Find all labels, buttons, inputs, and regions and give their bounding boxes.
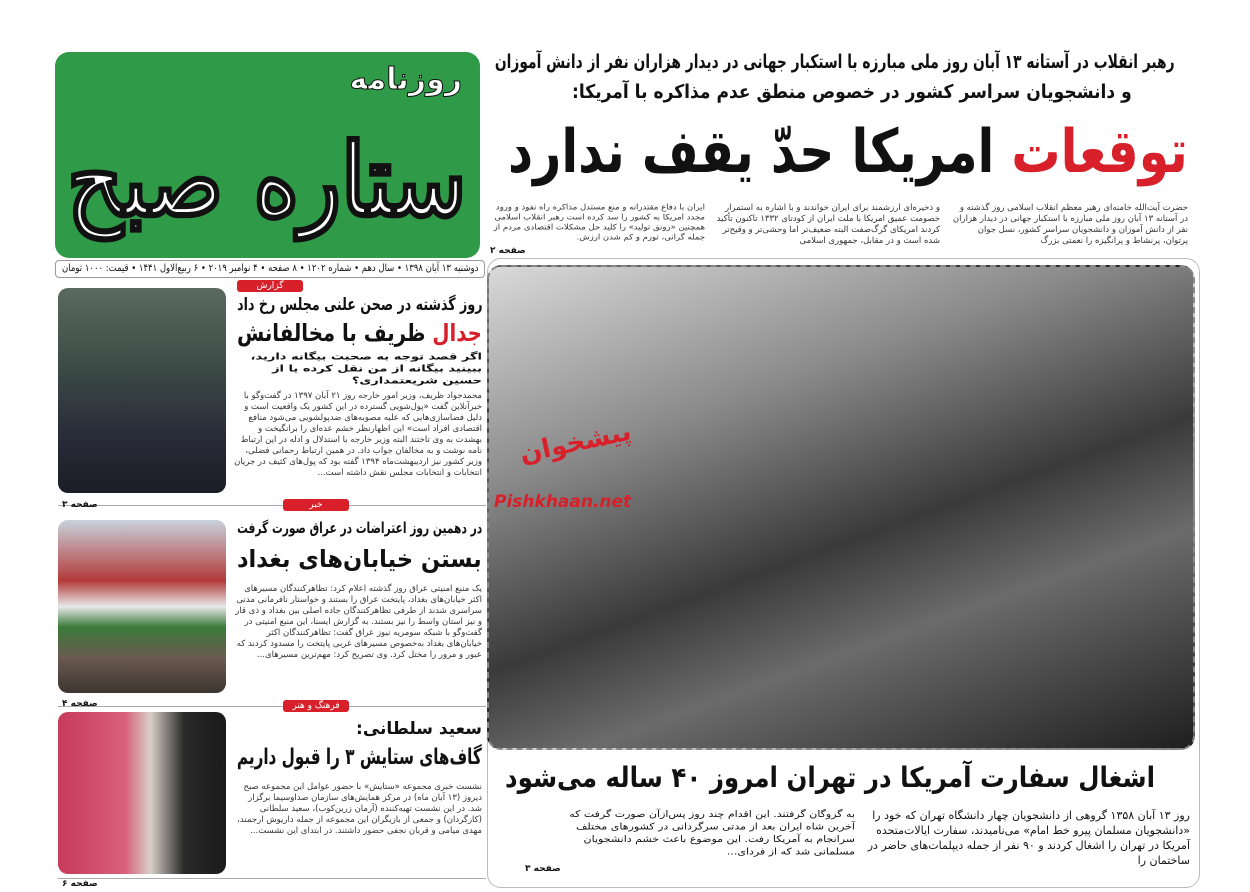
divider — [58, 706, 486, 707]
lead-column-2: و ذخیره‌ای ارزشمند برای ایران خواندند و با اشاره به استمرار خصومت عمیق امریکا با ملت ایران از کودتای ۱۳۳۲ تاکنون تأکید کردند امریکای گرگ‌صفت البته ضعیف‌تر اما وحشی‌تر و وقیح‌تر شده است و در مقابل، جمهوری اسلامی — [716, 203, 940, 246]
divider — [58, 878, 486, 879]
side-headline: بستن خیابان‌های بغداد — [237, 545, 482, 573]
logo-prefix: روزنامه — [349, 62, 462, 97]
page-ref[interactable]: صفحه ۲ — [490, 246, 526, 256]
side-kicker: روز گذشته در صحن علنی مجلس رخ داد — [236, 295, 482, 315]
side-headline: گاف‌های ستایش ۳ را قبول داریم — [237, 745, 482, 770]
side-body: محمدجواد ظریف، وزیر امور خارجه روز ۲۱ آبان ۱۳۹۷ در گفت‌وگو با خبرآنلاین گفت «پول‌شویی گسترده در این کشور یک واقعیت است و دلیل فضاسازی‌هایی که علیه مصوبه‌های ضدپولشویی می‌شود منافع اقتصادی افراد است» این اظهارنظر خشم عده‌ای را برانگیخت و بهشدت به وی تاختند البته وزیر خارجه با استدلال و ادله در این ارتباط نامه نوشت و به مخالفان جواب داد. در همین ارتباط رحمانی فضلی، وزیر کشور نیز اردیبهشت‌ماه ۱۳۹۴ گفته بود که پول‌های کثیف در جریان انتخابات و انتخابات مجلس نقش داشته است... — [234, 391, 482, 478]
section-tag: گزارش — [237, 280, 303, 292]
lead-headline-black: امریکا حدّ یقف ندارد — [508, 117, 995, 187]
side-headline — [237, 318, 482, 348]
page-ref[interactable]: صفحه ۴ — [62, 699, 98, 709]
section-tag: فرهنگ و هنر — [283, 700, 349, 712]
date-bar — [55, 260, 485, 278]
logo-text: ستاره صبح — [67, 121, 467, 239]
divider — [58, 505, 486, 506]
side-body: نشست خبری مجموعه «ستایش» با حضور عوامل این مجموعه صبح دیروز (۱۳ آبان ماه) در مرکز همایش‌های سازمان صداوسیما برگزار شد. در این نشست تهیه‌کننده (آرمان زرین‌کوب)، سعید سلطانی (کارگردان) و جمعی از بازیگران این مجموعه از جمله داریوش ارجمند، مهدی میامی و قربان نجفی حضور داشتند. در ابتدای این نشست... — [237, 782, 482, 836]
lead-supertitle-2: و دانشجویان سراسر کشور در خصوص منطق عدم مذاکره با آمریکا: — [572, 81, 1132, 103]
side-body: یک منبع امنیتی عراق روز گذشته اعلام کرد: تظاهرکنندگان مسیرهای اکثر خیابان‌های بغداد، پایتخت عراق را بستند و خواستار نافرمانی مدنی سراسری شدند از طرفی تظاهرکنندگان جاده اصلی بین بغداد و ذی قار و نیز استان واسط را نیز بستند. به گزارش ایسنا، این منبع امنیتی در گفت‌وگو با شبکه سومریه نیوز عراق گفت: تظاهرکنندگان اکثر خیابان‌های بغداد به‌خصوص مسیرهای غربی پایتخت را مسدود کردند که عبور و مرور را مختل کرد. وی تصریح کرد: مهم‌ترین مسیرهای... — [235, 584, 482, 660]
watermark-en: Pishkhaan.net — [494, 492, 632, 512]
headline-black: ظریف با مخالفانش — [237, 319, 426, 347]
page-ref[interactable]: صفحه ۳ — [525, 864, 561, 874]
page-ref[interactable]: صفحه ۶ — [62, 879, 98, 889]
lead-headline-red: توقعات — [1011, 117, 1188, 187]
page-ref[interactable]: صفحه ۳ — [62, 500, 98, 510]
baghdad-photo — [58, 520, 226, 693]
watermark-fa: پیشخوان — [517, 416, 634, 470]
side-subhead: اگر قصد توجه به صحبت بیگانه دارید، ببینید بیگانه از من نقل کرده یا از حسین شریعتمداری؟ — [250, 351, 482, 387]
actors-photo — [58, 712, 226, 874]
headline-red: جدال — [432, 319, 482, 347]
section-tag: خبر — [283, 499, 349, 511]
lead-column-3: ایران با دفاع مقتدرانه و منع مستدل مذاکره راه نفوذ و ورود مجدد امریکا به کشور را سد کرده است رهبر انقلاب اسلامی همچنین «رونق تولید» را کلید حل مشکلات اقتصادی مردم از جمله گرانی، تورم و کم شدن ارزش. — [493, 203, 705, 243]
embassy-column-1: روز ۱۳ آبان ۱۳۵۸ گروهی از دانشجویان چهار دانشگاه تهران که خود را «دانشجویان مسلمان پیرو خط امام» می‌نامیدند، سفارت ایالات‌متحده آمریکا در تهران را اشغال کردند و ۹۰ نفر از جمله دیپلمات‌های حاضر در ساختمان را — [867, 809, 1190, 867]
zarif-photo — [58, 288, 226, 493]
embassy-headline: اشغال سفارت آمریکا در تهران امروز ۴۰ ساله می‌شود — [505, 761, 1155, 794]
embassy-photo — [487, 265, 1195, 750]
side-kicker: سعید سلطانی: — [356, 719, 482, 739]
lead-supertitle-1: رهبر انقلاب در آستانه ۱۳ آبان روز ملی مبارزه با استکبار جهانی در دیدار هزاران نفر از دانش آموزان — [495, 51, 1175, 73]
lead-column-1: حضرت آیت‌الله خامنه‌ای رهبر معظم انقلاب اسلامی روز گذشته و در آستانه ۱۳ آبان روز ملی مبارزه با استکبار جهانی در دیدار هزاران نفر از دانش آموزان و دانشجویان سراسر کشور، نسل جوان پرتوان، پرنشاط و پرانگیزه را نعمتی بزرگ — [952, 203, 1188, 246]
lead-headline — [508, 112, 1188, 192]
embassy-column-2: به گروگان گرفتند. این اقدام چند روز پس‌ازآن صورت گرفت که آخرین شاه ایران بعد از مدتی سرگردانی در کشورهای مختلف سرانجام به آمریکا رفت. این موضوع باعث خشم دانشجویان مسلمانی شد که از فردای... — [569, 808, 855, 858]
date-line: دوشنبه ۱۳ آبان ۱۳۹۸ • سال دهم • شماره ۱۲۰۲ • ۸ صفحه • ۴ نوامبر ۲۰۱۹ • ۶ ربیع‌الاول ۱۴۴۱ • قیمت: ۱۰۰۰ تومان — [61, 263, 478, 274]
side-kicker: در دهمین روز اعتراضات در عراق صورت گرفت — [236, 519, 482, 537]
masthead-logo — [55, 52, 480, 258]
